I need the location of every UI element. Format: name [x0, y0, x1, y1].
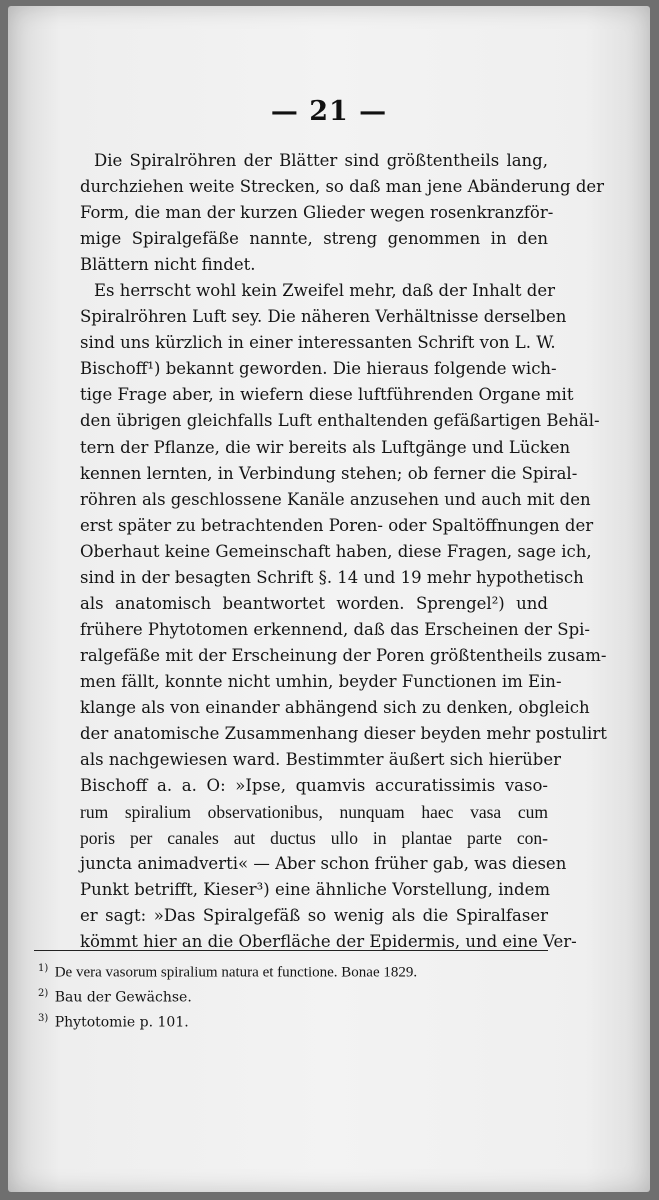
text-line: tige Frage aber, in wiefern diese luftführenden Organe mit — [80, 385, 574, 405]
text-line: der anatomische Zusammenhang dieser beyden mehr postulirt — [80, 724, 607, 744]
text-line: Die Spiralröhren der Blätter sind größtentheils lang, — [94, 151, 548, 170]
text-line: sind in der besagten Schrift §. 14 und 19 mehr hypothetisch — [80, 567, 584, 587]
text-line: Spiralröhren Luft sey. Die näheren Verhältnisse derselben — [80, 307, 567, 327]
footnote-2 — [38, 981, 548, 1006]
text-line: durchziehen weite Strecken, so daß man jene Abänderung der — [80, 177, 605, 197]
text-line: kennen lernten, in Verbindung stehen; ob ferner die Spiral- — [80, 463, 578, 483]
text-line: röhren als geschlossene Kanäle anzusehen und auch mit den — [80, 489, 591, 509]
footnote-text: Phytotomie p. 101. — [54, 1014, 189, 1031]
text-line: kömmt hier an die Oberfläche der Epidermis, und eine Ver- — [80, 932, 577, 952]
footnote-1 — [38, 956, 548, 981]
text-line: klange als von einander abhängend sich zu denken, obgleich — [80, 697, 590, 717]
text-line: juncta animadverti« — Aber schon früher gab, was diesen — [80, 854, 567, 874]
book-page — [8, 6, 650, 1192]
main-text — [80, 148, 607, 955]
text-line: mige Spiralgefäße nannte, streng genommen in den — [80, 229, 548, 249]
text-line: frühere Phytotomen erkennend, daß das Erscheinen der Spi- — [80, 619, 591, 639]
footnote-mark: 3) — [38, 1013, 49, 1024]
text-line: Punkt betrifft, Kieser³) eine ähnliche Vorstellung, indem — [80, 880, 551, 900]
latin-text-line: poris per canales aut ductus ullo in plantae parte con- — [80, 828, 548, 849]
text-line: Blättern nicht findet. — [80, 255, 256, 275]
text-line: Bischoff¹) bekannt geworden. Die hieraus folgende wich- — [80, 359, 557, 379]
page-number: — 21 — — [270, 96, 388, 127]
text-line: den übrigen gleichfalls Luft enthaltenden gefäßartigen Behäl- — [80, 411, 600, 431]
text-line: tern der Pflanze, die wir bereits als Luftgänge und Lücken — [80, 437, 571, 457]
footnote-mark: 2) — [38, 988, 49, 999]
footnote-divider — [34, 950, 548, 951]
footnote-3 — [38, 1006, 548, 1031]
text-line: Oberhaut keine Gemeinschaft haben, diese Fragen, sage ich, — [80, 541, 592, 561]
text-line: ralgefäße mit der Erscheinung der Poren größtentheils zusam- — [80, 645, 607, 665]
text-line: sind uns kürzlich in einer interessanten Schrift von L. W. — [80, 333, 556, 353]
footnotes — [38, 956, 548, 1031]
latin-text-line: rum spiralium observationibus, nunquam haec vasa cum — [80, 802, 548, 823]
text-line: erst später zu betrachtenden Poren- oder Spaltöffnungen der — [80, 515, 594, 535]
text-line: als anatomisch beantwortet worden. Sprengel²) und — [80, 593, 548, 613]
text-line: men fällt, konnte nicht umhin, beyder Functionen im Ein- — [80, 671, 562, 691]
text-line: als nachgewiesen ward. Bestimmter äußert sich hierüber — [80, 750, 562, 770]
footnote-mark: 1) — [38, 963, 49, 974]
text-line: Es herrscht wohl kein Zweifel mehr, daß der Inhalt der — [94, 281, 555, 301]
text-line: Bischoff a. a. O: »Ipse, quamvis accuratissimis vaso- — [80, 776, 548, 796]
footnote-text: Bau der Gewächse. — [54, 989, 192, 1006]
text-line: Form, die man der kurzen Glieder wegen rosenkranzför- — [80, 203, 554, 223]
footnote-text: De vera vasorum spiralium natura et functione. Bonae 1829. — [54, 964, 418, 981]
text-line: er sagt: »Das Spiralgefäß so wenig als die Spiralfaser — [80, 906, 548, 926]
